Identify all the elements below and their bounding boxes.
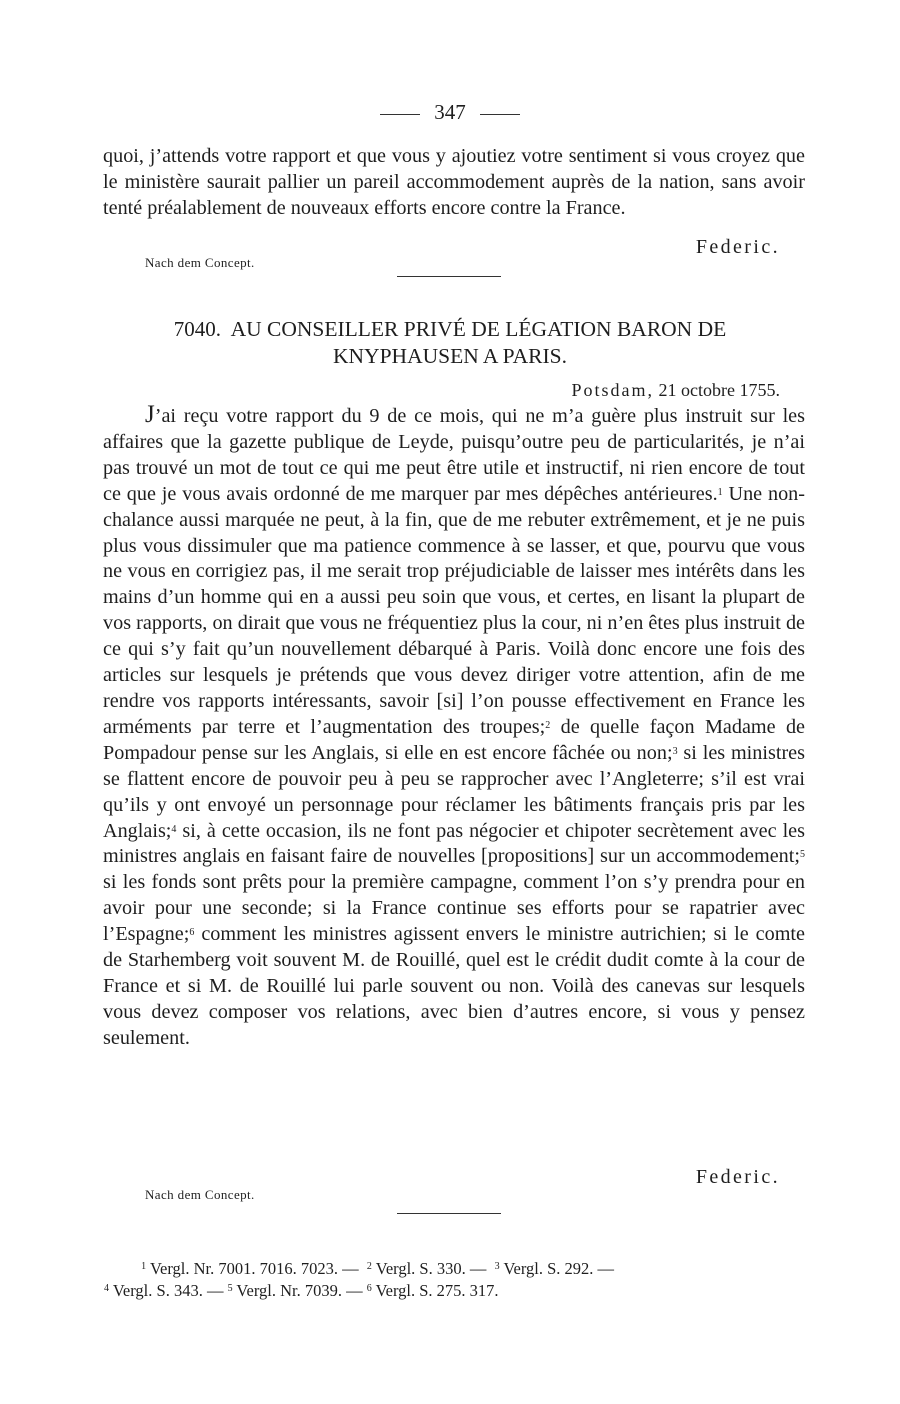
footnote-1: Vergl. Nr. 7001. 7016. 7023. — (149, 1259, 359, 1278)
letter-date: 21 octobre 1755. (658, 380, 780, 400)
letter-number: 7040. (173, 317, 221, 341)
body-part-4: si les ministres se flattent encore de pouvoir peu à peu se rapprocher avec l’Angleterre; s’il est vrai qu’ils y ont envoyé un personnage pour réclamer les bâtiments français pris par les Anglais; (103, 741, 805, 842)
body-part-1: ’ai reçu votre rapport du 9 de ce mois, qui ne m’a guère plus instruit sur les affaires que la gazette publique de Leyde, puisqu’outre peu de particularités, je n’ai pas trouvé un mot de tout ce qui me peut être utile et instructif, ni rien encore de tout ce que je vous avais ordonné de me marquer par mes dépêches antérieures. (103, 405, 805, 505)
footnote-line-2 (104, 1280, 804, 1302)
letter-title-line2: KNYPHAUSEN A PARIS. (333, 344, 567, 368)
footnote-ref-3[interactable]: 3 (672, 745, 678, 757)
footnote-marker-2: 2 (366, 1261, 372, 1272)
page-number-dash-right (480, 114, 520, 115)
body-part-7: comment les ministres agissent envers le ministre autrichien; si le comte de Starhemberg voit souvent M. de Rouillé, quel est le crédit dudit comte à la cour de France et si M. de Rouillé lui parle souvent ou non. Voilà des canevas sur lesquels vous devez composer vos relations, avec bien d’autres encore, si vous y pensez seulement. (103, 923, 805, 1049)
source-note-previous: Nach dem Concept. (145, 255, 255, 270)
drop-cap: J (145, 401, 155, 428)
letter-heading-line1 (0, 316, 900, 343)
footnote-ref-5[interactable]: 5 (800, 849, 805, 861)
source-note-letter: Nach dem Concept. (145, 1187, 255, 1202)
footnote-4: Vergl. S. 343. — (112, 1280, 224, 1300)
body-part-6: si les fonds sont prêts pour la première campagne, comment l’on s’y prendra pour en avoir pour une seconde; si la France continue ses efforts pour se rapatrier avec l’Espagne; (103, 871, 805, 946)
footnote-3: Vergl. S. 292. — (503, 1259, 615, 1278)
footnote-2: Vergl. S. 330. — (375, 1259, 487, 1278)
footnote-divider (397, 1213, 501, 1214)
body-part-2: Une nonchalance aussi marquée ne peut, à la fin, que de me rebuter extrêmement, et je ne puis plus vous dissimuler que ma patience commence à se lasser, et que, pourvu que vous ne vous en corrigiez pas, il me serait trop préjudiciable de laisser mes intérêts dans les mains d’un homme qui en a aussi peu soin que vous, et certes, en lisant la plupart de vos rapports, on dirait que vous ne fréquentiez plus la cour, ni n’en êtes plus instruit de ce qui s’y fait qu’un nouvellement débarqué à Paris. Voilà donc encore une fois des articles sur lesquels je prétends que vous devez diriger votre attention, afin de me rendre vos rapports intéressants, savoir [si] l’on pousse effectivement en France les arméments par terre et l’augmentation des troupes; (103, 482, 806, 738)
footnote-ref-1[interactable]: 1 (717, 486, 723, 498)
footnote-marker-6: 6 (366, 1282, 372, 1294)
footnote-ref-2[interactable]: 2 (545, 719, 551, 731)
footnote-5: Vergl. Nr. 7039. — (236, 1280, 363, 1300)
letter-heading (0, 316, 900, 370)
footnotes (104, 1258, 804, 1301)
signature-previous: Federic. (695, 236, 780, 258)
page-number (0, 100, 900, 125)
footnote-line-1 (104, 1258, 804, 1280)
footnote-marker-1: 1 (141, 1261, 147, 1272)
section-divider (397, 276, 501, 277)
letter-title-line1: AU CONSEILLER PRIVÉ DE LÉGATION BARON DE (230, 317, 727, 341)
footnote-marker-4: 4 (104, 1282, 109, 1294)
footnote-6: Vergl. S. 275. 317. (375, 1280, 499, 1300)
page-number-dash-left (380, 114, 420, 115)
body-part-5: si, à cette occasion, ils ne font pas négocier et chipoter secrètement avec les ministres anglais en faisant faire de nouvelles [propositions] sur un accommodement; (103, 819, 805, 868)
signature-letter: Federic. (695, 1166, 780, 1188)
footnote-marker-5: 5 (227, 1282, 233, 1294)
letter-body (103, 402, 805, 1052)
body-part-3: de quelle façon Madame de Pompadour pense sur les Anglais, si elle en est encore fâchée ou non; (103, 715, 806, 764)
footnote-ref-6[interactable]: 6 (189, 927, 195, 939)
letter-place: Potsdam, (571, 380, 655, 400)
footnote-ref-4[interactable]: 4 (171, 823, 177, 835)
page-number-value: 347 (434, 100, 466, 124)
previous-letter-ending: quoi, j’attends votre rapport et que vous y ajoutiez votre sentiment si vous croyez que le ministère saurait pallier un pareil accommodement auprès de la nation, sans avoir tenté préalablement de nouveaux efforts encore contre la France. (103, 145, 805, 219)
footnote-marker-3: 3 (494, 1261, 500, 1272)
letter-dateline (572, 380, 781, 401)
